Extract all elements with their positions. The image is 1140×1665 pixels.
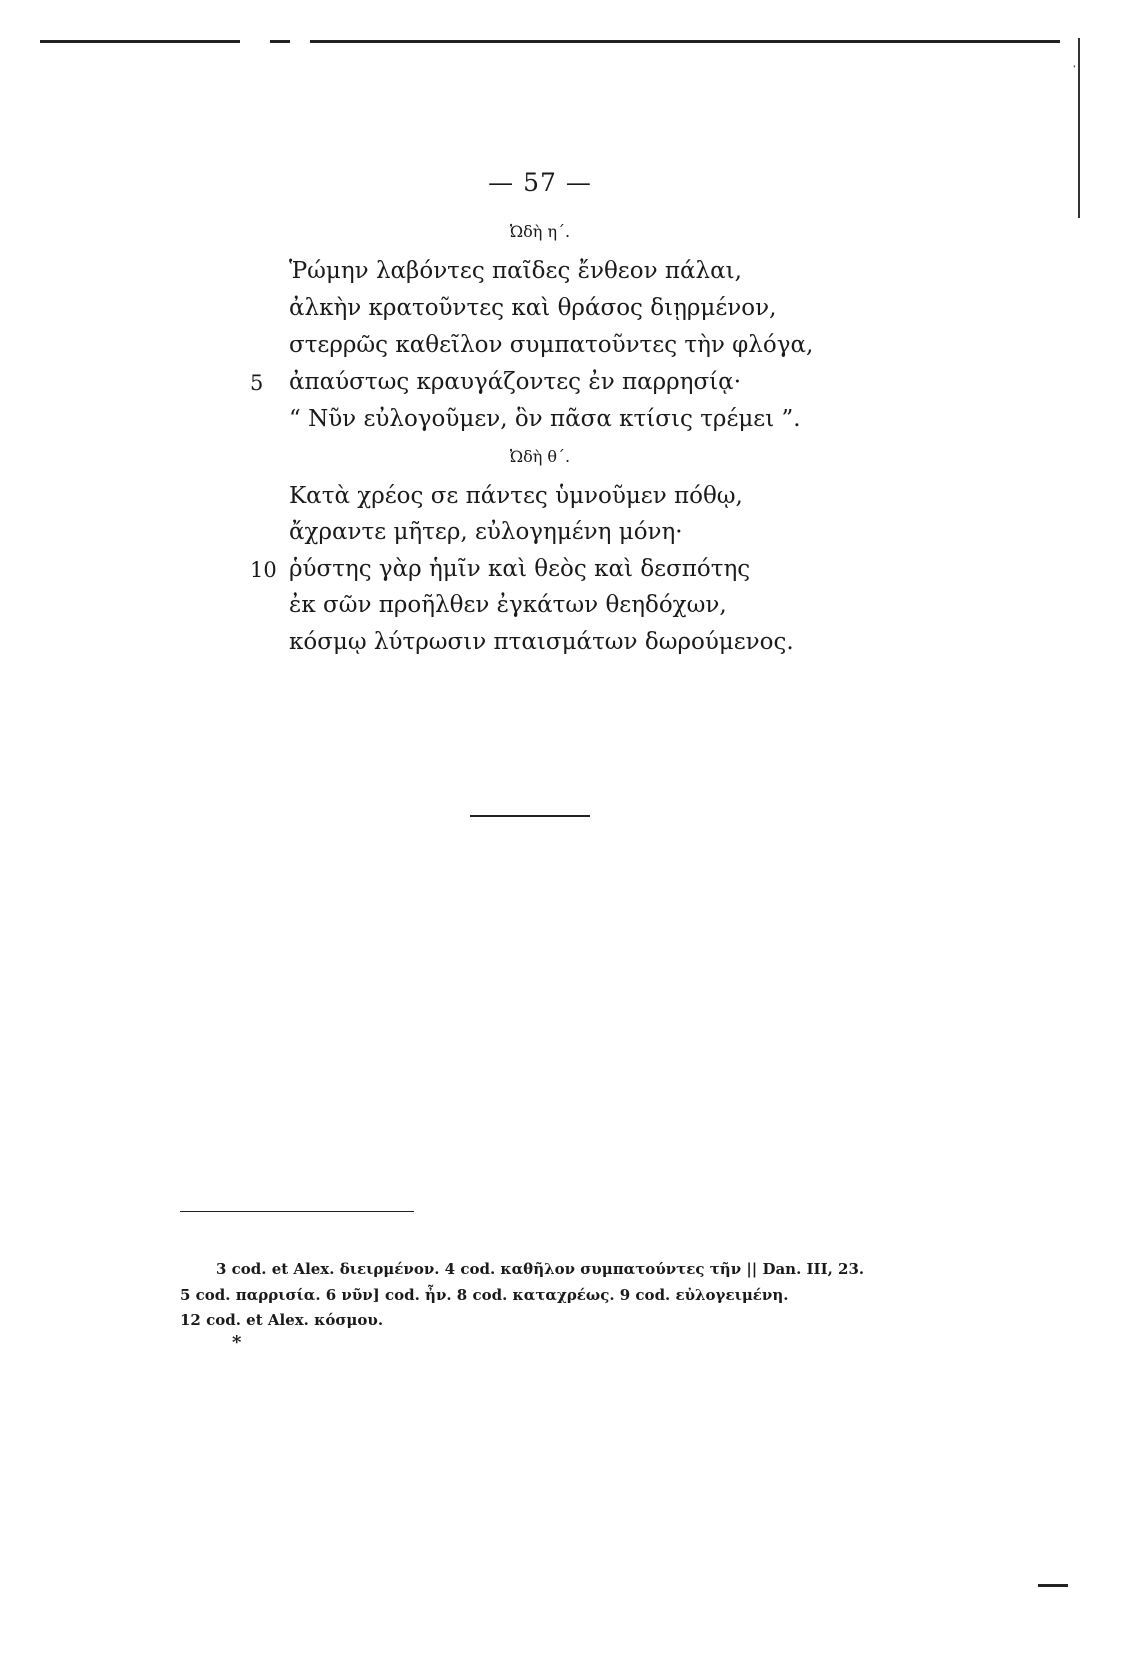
verse-line: ἄχραντε μῆτερ, εὐλογημένη μόνη· — [289, 519, 683, 545]
verse-line: Ῥώμην λαβόντες παῖδες ἔνθεον πάλαι, — [289, 258, 742, 284]
footnote-line: 3 cod. et Alex. διειρμένον. 4 cod. καθῆλον συμπατούντες τῆν || Dan. III, 23. — [216, 1260, 865, 1278]
footnote-line: 12 cod. et Alex. κόσμου. — [180, 1311, 384, 1329]
verse-line: ἐκ σῶν προῆλθεν ἐγκάτων θεηδόχων, — [289, 592, 727, 618]
asterisk-mark: * — [232, 1332, 242, 1353]
footnote-line: 5 cod. παρρισία. 6 νῦν] cod. ἦν. 8 cod. καταχρέως. 9 cod. εὐλογειμένη. — [180, 1286, 789, 1304]
page-number: — 57 — — [488, 168, 592, 197]
footnote-rule — [180, 1211, 414, 1212]
section-end-rule — [470, 815, 590, 817]
ode-heading-eta: Ὠδὴ η΄. — [509, 222, 571, 241]
verse-line: κόσμῳ λύτρωσιν πταισμάτων δωρούμενος. — [289, 629, 794, 655]
verse-line: “ Νῦν εὐλογοῦμεν, ὃν πᾶσα κτίσις τρέμει ”. — [289, 406, 801, 432]
verse-line: Κατὰ χρέος σε πάντες ὑμνοῦμεν πόθῳ, — [289, 483, 743, 509]
ode-heading-theta: Ὠδὴ θ΄. — [509, 447, 571, 466]
right-edge-rule — [1078, 38, 1080, 218]
corner-mark: ˑ — [1072, 60, 1077, 76]
verse-line: στερρῶς καθεῖλον συμπατοῦντες τὴν φλόγα, — [289, 332, 814, 358]
verse-line: ῥύστης γὰρ ἡμῖν καὶ θεὸς καὶ δεσπότης — [289, 556, 751, 582]
line-number: 5 — [250, 371, 264, 395]
bottom-dash — [1038, 1584, 1068, 1587]
verse-line: ἀλκὴν κρατοῦντες καὶ θράσος διῃρμένον, — [289, 295, 777, 321]
verse-line: ἀπαύστως κραυγάζοντες ἐν παρρησίᾳ· — [289, 369, 742, 395]
line-number: 10 — [250, 558, 277, 582]
top-rule — [40, 40, 1060, 43]
